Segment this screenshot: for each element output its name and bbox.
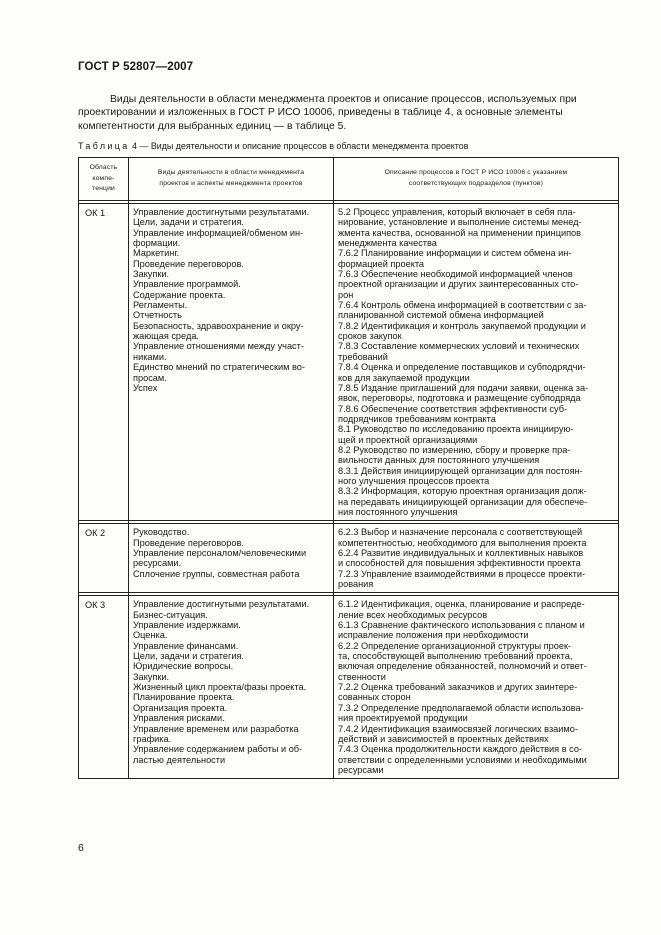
activity-line: просам. [133,372,167,383]
description-line: 6.1.3 Сравнение фактического использования с планом и [338,620,585,631]
header-process-descriptions [334,158,619,201]
table-caption [78,141,618,151]
intro-line: проектировании и изложенных в ГОСТ Р ИСО 10006, приведены в таблице 4, а основные элементы [78,107,563,119]
activities-cell [129,596,334,779]
description-line: ресурсами [338,764,384,775]
description-line: планированной системой обмена информацией [338,310,544,321]
activity-line: Цели, задачи и стратегия. [133,217,244,228]
description-line: 7.6.2 Планирование информации и систем обмена ин- [338,248,572,259]
description-line: ответствии с определенными условиями и необходимыми [338,754,587,765]
activity-line: Управление содержанием работы и об- [133,744,303,755]
description-line: действий и зависимостей в проектных действиях [338,733,549,744]
description-line: 7.4.2 Идентификация взаимосвязей логических взаимо- [338,723,578,734]
activity-line: ресурсами. [133,558,182,569]
activity-line: Управление издержками. [133,620,241,631]
activity-line: Управление персоналом/человеческими [133,548,307,558]
activity-line: Закупки. [133,269,170,280]
description-line: подрядчиков требованиям контракта [338,413,496,424]
description-line: явок, переговоры, подготовка и размещение субподряда [338,393,581,404]
competence-id-cell: ОК 1 [79,204,129,521]
activities-cell [129,204,334,521]
description-line: требований [338,351,388,362]
activity-line: Регламенты. [133,300,188,311]
processes-table [78,157,619,779]
description-line: 8.1 Руководство по исследованию проекта инициирую- [338,424,574,435]
activity-line: Планирование проекта. [133,692,235,703]
process-description-cell [334,524,619,593]
description-line: ного улучшения процессов проекта [338,475,490,486]
activity-line: Закупки. [133,671,170,682]
activity-line: Сплочение группы, совместная работа [133,568,300,579]
description-line: нирование, установление и выполнение системы менед- [338,217,582,228]
activity-line: Единство мнений по стратегическим во- [133,362,305,373]
description-line: вильности данных для постоянного улучшения [338,455,540,466]
description-line: компетентностью, необходимого для выполнения проекта [338,537,587,548]
description-line: 8.3.1 Действия инициирующей организации для постоян- [338,465,583,476]
activity-line: Управление отношениями между участ- [133,341,304,352]
competence-id-cell: ОК 3 [79,596,129,779]
description-line: исправление положения при необходимости [338,630,529,641]
header-line: проектов и аспекты менеджмента проектов [159,180,303,187]
activity-line: Жизненный цикл проекта/фазы проекта. [133,682,307,693]
description-line: проектной организации и других заинтересованных сто- [338,279,579,290]
description-line: 7.8.4 Оценка и определение поставщиков и субподрядчи- [338,362,586,373]
activity-line: Отчетность [133,310,182,321]
activity-line: Организация проекта. [133,702,228,713]
description-line: включая определение обязанностей, полномочий и ответ- [338,661,587,672]
competence-id-cell: ОК 2 [79,524,129,593]
activity-line: Управление финансами. [133,640,239,651]
activity-line: Цели, задачи и стратегия. [133,651,244,662]
header-competence-area [79,158,129,201]
table-caption-text: 4 — Виды деятельности и описание процессов в области менеджмента проектов [132,141,469,151]
activity-line: Управление программой. [133,279,241,290]
description-line: 5.2 Процесс управления, который включает в себя пла- [338,207,576,217]
process-description-cell [334,204,619,521]
activity-line: Безопасность, здравоохранение и окру- [133,320,304,331]
process-description-cell [334,596,619,779]
description-line: 6.2.3 Выбор и назначение персонала с соответствующей [338,527,583,538]
description-line: формацией проекта [338,258,425,269]
description-line: щей и проектной организациями [338,434,478,445]
activities-cell [129,524,334,593]
description-line: жмента качества, основанной на применении принципов [338,227,582,238]
activity-line: Успех [133,382,158,393]
description-line: та, способствующей выполнению требований проекта, [338,651,573,662]
description-line: 7.8.5 Издание приглашений для подачи заявки, оценка за- [338,382,589,393]
description-line: 8.3.2 Информация, которую проектная организация долж- [338,486,587,497]
description-line: 7.2.3 Управление взаимодействиями в процессе проекти- [338,568,586,579]
description-line: ков для закупаемой продукции [338,372,470,383]
description-line: 7.8.2 Идентификация и контроль закупаемой продукции и [338,320,586,331]
description-line: 6.2.4 Развитие индивидуальных и коллективных навыков [338,548,584,558]
page-number: 6 [78,842,84,854]
description-line: рон [338,289,354,300]
header-line: Описание процессов в ГОСТ Р ИСО 10006 с указанием [384,169,568,177]
description-line: 8.2 Руководство по измерению, сбору и проверке пра- [338,444,571,455]
description-line: 7.6.4 Контроль обмена информацией в соответствии с за- [338,300,587,311]
table-row [79,524,619,593]
description-line: 6.2.2 Определение организационной структуры проек- [338,640,572,651]
header-line: Область [89,164,118,172]
header-line: тенции [92,185,115,193]
description-line: 7.4.3 Оценка продолжительности каждого действия в со- [338,744,582,755]
activity-line: Содержание проекта. [133,289,226,300]
activity-line: Бизнес-ситуация. [133,609,208,620]
description-line: 7.8.6 Обеспечение соответствия эффективности суб- [338,403,568,414]
activity-line: формации. [133,238,181,249]
header-activities [129,158,334,201]
activity-line: Проведение переговоров. [133,258,244,269]
description-line: 7.2.2 Оценка требований заказчиков и других заинтере- [338,682,578,693]
description-line: 6.1.2 Идентификация, оценка, планирование и распреде- [338,599,585,610]
description-line: ственности [338,671,386,682]
table-row [79,204,619,521]
activity-line: Маркетинг. [133,248,180,259]
description-line: 7.6.3 Обеспечение необходимой информацией членов [338,269,573,280]
table-row [79,596,619,779]
description-line: сованных сторон [338,692,411,703]
activity-line: Управление достигнутыми результатами. [133,207,310,217]
header-line: Виды деятельности в области менеджмента [157,169,305,177]
description-line: рования [338,579,374,590]
table-body [79,204,619,779]
activity-line: Руководство. [133,527,190,538]
intro-line: Виды деятельности в области менеджмента проектов и описание процессов, используемых при [110,94,577,105]
description-line: 7.3.2 Определение предполагаемой области использова- [338,702,584,713]
activity-line: никами. [133,351,167,362]
activity-line: ластью деятельности [133,754,226,765]
intro-paragraph [78,93,613,133]
description-line: менеджмента качества [338,238,437,249]
standard-header: ГОСТ Р 52807—2007 [78,61,194,73]
table-header-row [79,158,619,201]
description-line: сроков закупок [338,331,402,342]
activity-line: графика. [133,733,172,744]
table-caption-prefix: Таблица [78,141,130,151]
description-line: 7.8.3 Составление коммерческих условий и технических [338,341,580,352]
intro-line: компетентности для выбранных единиц — в таблице 5. [78,120,347,132]
header-line: соответствующих подразделов (пунктов) [408,180,544,187]
activity-line: Юридические вопросы. [133,661,234,672]
activity-line: Управление достигнутыми результатами. [133,599,310,610]
activity-line: Управление информацией/обменом ин- [133,227,304,238]
description-line: ния постоянного улучшения [338,506,458,517]
description-line: ния проектируемой продукции [338,713,468,724]
header-line: компе- [92,174,115,182]
activity-line: Управление временем или разработка [133,723,299,734]
description-line: и способностей для повышения эффективности проекта [338,558,581,569]
activity-line: жающая среда. [133,331,199,342]
description-line: ление всех необходимых ресурсов [338,609,488,620]
activity-line: Проведение переговоров. [133,537,244,548]
description-line: на передавать инициирующей организации для обеспече- [338,496,588,507]
activity-line: Управления рисками. [133,713,225,724]
activity-line: Оценка. [133,630,168,641]
